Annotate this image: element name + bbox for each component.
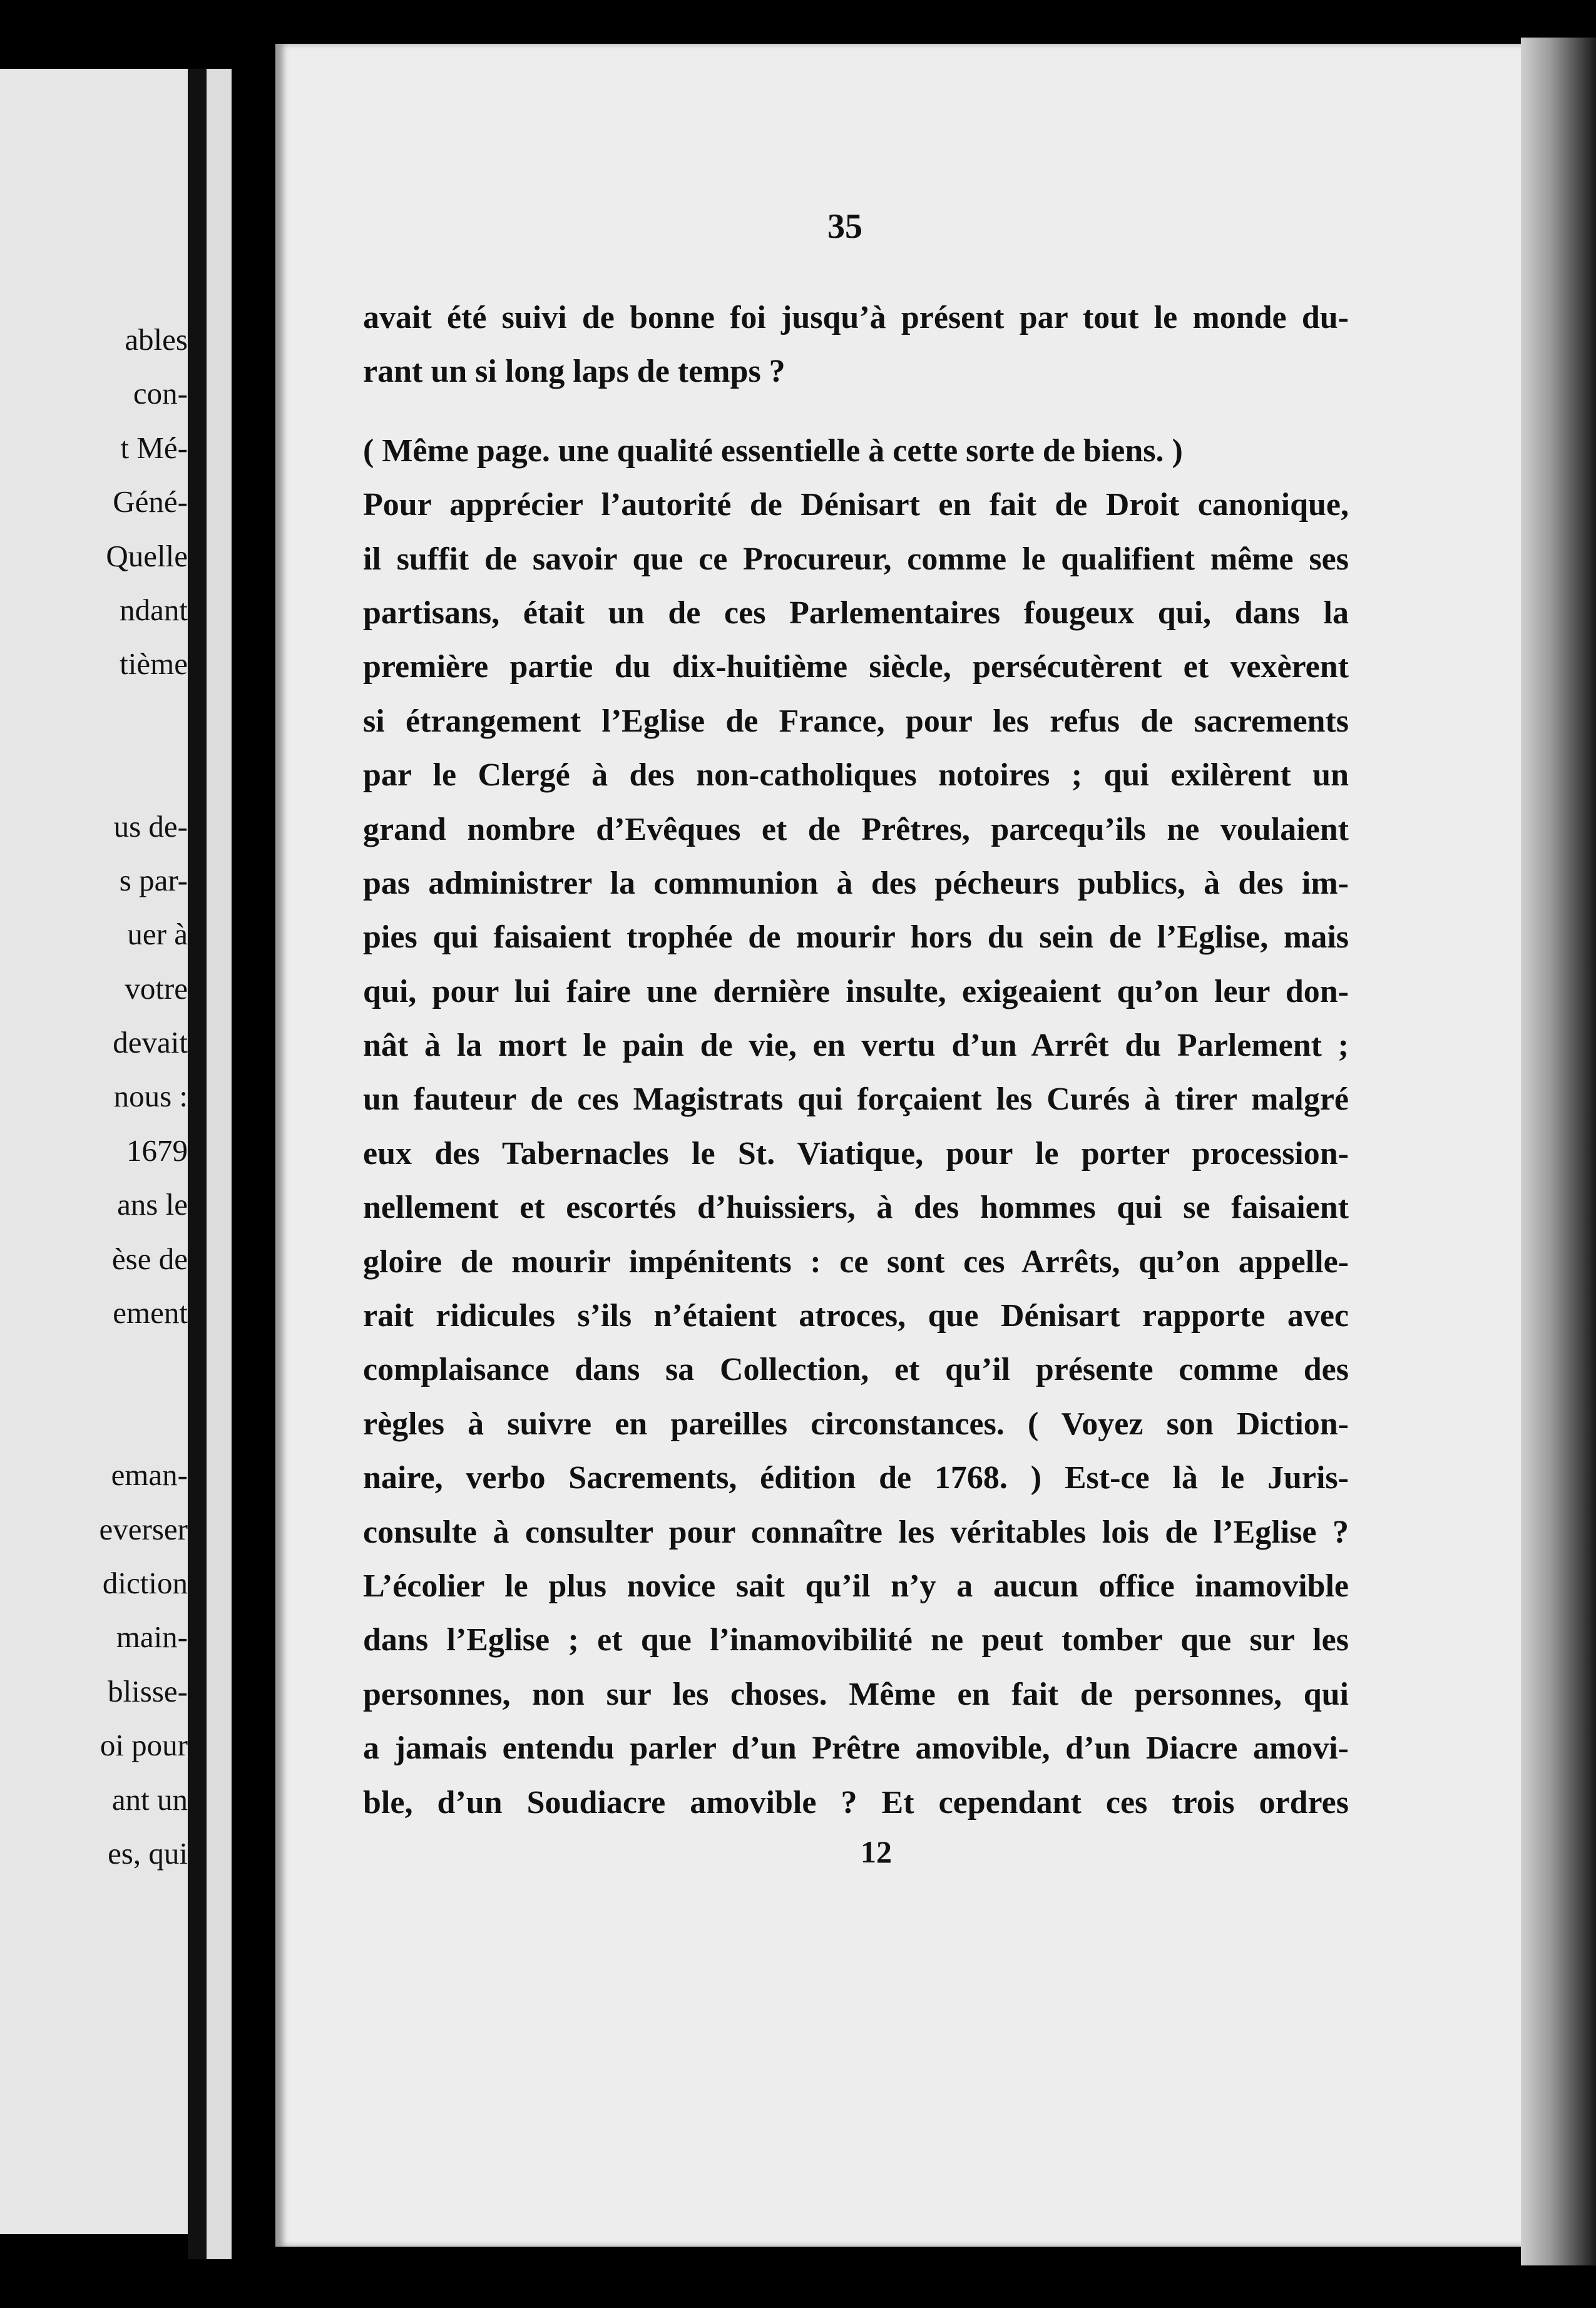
left-page-line: Quelle: [106, 538, 188, 573]
text-line: par le Clergé à des non-catholiques notoires ; qui exilèrent un: [363, 757, 1349, 794]
left-page-line: ement: [113, 1295, 188, 1330]
text-line: gloire de mourir impénitents : ce sont ces Arrêts, qu’on appelle-: [363, 1243, 1349, 1280]
page-number: 35: [827, 207, 862, 246]
signature-mark: 12: [861, 1834, 892, 1869]
left-page-line: [6, 1340, 188, 1394]
left-page-line: nous :: [113, 1079, 188, 1114]
left-page-line: diction: [102, 1565, 188, 1600]
left-page-line: 1679: [126, 1133, 188, 1168]
left-page-line: devait: [113, 1025, 188, 1060]
left-page-line: votre: [125, 971, 188, 1006]
left-page-line: [6, 1394, 188, 1448]
text-line: nât à la mort le pain de vie, en vertu d’un Arrêt du Parlement ;: [363, 1028, 1349, 1064]
text-line: dans l’Eglise ; et que l’inamovibilité ne peut tomber que sur les: [363, 1622, 1349, 1658]
body-text: [363, 291, 1349, 1830]
text-line: a jamais entendu parler d’un Prêtre amovible, d’un Diacre amovi-: [363, 1730, 1349, 1767]
left-page-line: everser: [99, 1511, 188, 1546]
left-page-line: es, qui: [108, 1836, 188, 1871]
left-page-line: oi pour: [100, 1728, 188, 1763]
left-page-line: ndant: [120, 592, 188, 627]
text-line: Pour apprécier l’autorité de Dénisart en fait de Droit canonique,: [363, 487, 1349, 523]
book-gutter: [188, 69, 232, 2259]
text-line: avait été suivi de bonne foi jusqu’à présent par tout le monde du-: [363, 300, 1349, 335]
text-line: règles à suivre en pareilles circonstances. ( Voyez son Diction-: [363, 1406, 1349, 1442]
text-line: eux des Tabernacles le St. Viatique, pour le porter procession-: [363, 1135, 1349, 1172]
text-line: ble, d’un Soudiacre amovible ? Et cependant ces trois ordres: [363, 1784, 1349, 1820]
page-edge-shadow: [1521, 38, 1596, 2265]
left-page-line: main-: [116, 1620, 188, 1655]
text-line: il suffit de savoir que ce Procureur, comme le qualifient même ses: [363, 541, 1349, 577]
text-line: rant un si long laps de temps ?: [363, 354, 785, 390]
text-line: naire, verbo Sacrements, édition de 1768. ) Est-ce là le Juris-: [363, 1460, 1349, 1496]
left-page-line: con-: [133, 376, 188, 411]
left-page-line: ables: [125, 322, 188, 357]
text-line: ( Même page. une qualité essentielle à cette sorte de biens. ): [363, 432, 1183, 469]
text-line: si étrangement l’Eglise de France, pour les refus de sacrements: [363, 703, 1349, 739]
text-line: rait ridicules s’ils n’étaient atroces, que Dénisart rapporte avec: [363, 1298, 1349, 1334]
text-line: pas administrer la communion à des pécheurs publics, à des im-: [363, 865, 1349, 901]
text-line: un fauteur de ces Magistrats qui forçaient les Curés à tirer malgré: [363, 1081, 1349, 1118]
text-line: première partie du dix-huitième siècle, persécutèrent et vexèrent: [363, 649, 1349, 685]
left-page-line: eman-: [111, 1458, 188, 1493]
left-page-line: tième: [120, 646, 188, 682]
text-line: complaisance dans sa Collection, et qu’il présente comme des: [363, 1352, 1349, 1388]
text-line: nellement et escortés d’huissiers, à des hommes qui se faisaient: [363, 1190, 1349, 1226]
left-page-line: us de-: [113, 809, 188, 844]
text-line: qui, pour lui faire une dernière insulte, exigeaient qu’on leur don-: [363, 973, 1349, 1009]
text-line: L’écolier le plus novice sait qu’il n’y a aucun office inamovible: [363, 1568, 1349, 1604]
left-page-line: uer à: [127, 917, 188, 952]
left-page-line: t Mé-: [120, 430, 188, 465]
left-page-line: ans le: [117, 1187, 188, 1222]
left-page-line: èse de: [111, 1241, 188, 1276]
text-line: partisans, était un de ces Parlementaires fougeux qui, dans la: [363, 595, 1349, 631]
text-line: consulte à consulter pour connaître les véritables lois de l’Eglise ?: [363, 1514, 1349, 1550]
text-line: grand nombre d’Evêques et de Prêtres, parcequ’ils ne voulaient: [363, 811, 1349, 847]
left-page-line: [6, 692, 188, 745]
left-page-line: [6, 745, 188, 799]
left-page-text: [6, 313, 188, 1881]
left-page-line: Géné-: [113, 484, 188, 519]
text-line: pies qui faisaient trophée de mourir hors du sein de l’Eglise, mais: [363, 919, 1349, 956]
left-page-line: blisse-: [108, 1673, 188, 1708]
left-page-line: s par-: [119, 862, 188, 897]
left-page-fragment: [0, 69, 188, 2234]
text-line: personnes, non sur les choses. Même en fait de personnes, qui: [363, 1676, 1349, 1712]
left-page-line: ant un: [111, 1782, 188, 1817]
